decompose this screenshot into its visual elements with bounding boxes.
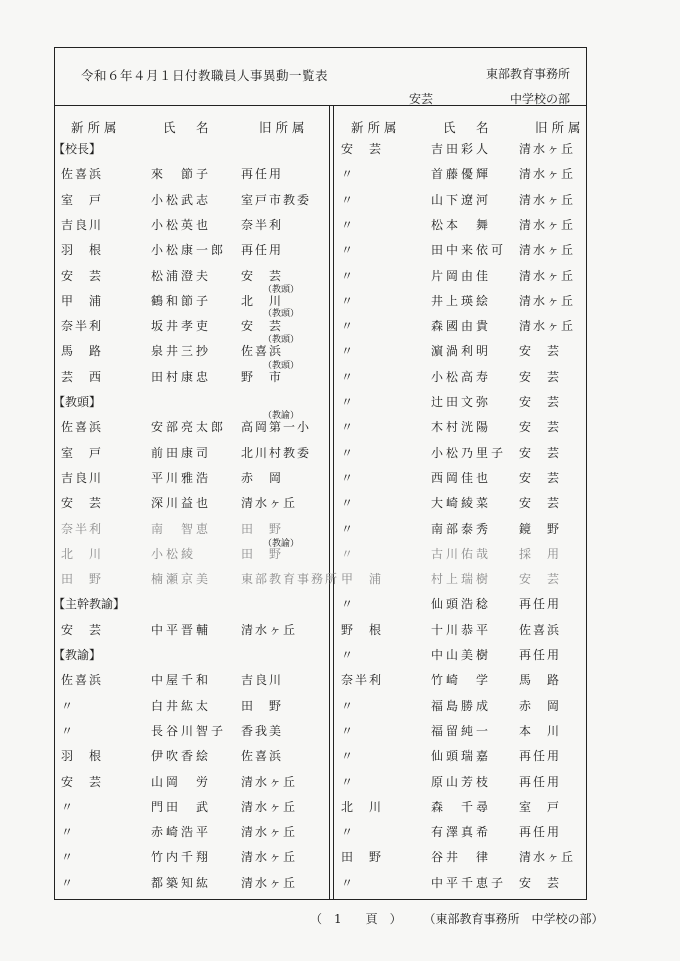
role-note: （教諭） [263,539,300,549]
category-heading: 【教諭】 [53,648,102,662]
column-divider-b [333,105,334,899]
new-school: 〃 [341,522,356,536]
previous-school: 田 野 [241,699,284,713]
person-name: 中平晋輔 [151,623,212,637]
table-row [337,418,607,436]
previous-school: 再任用 [241,243,284,257]
new-school: 〃 [341,547,356,561]
table-row [55,848,325,866]
person-name: 竹崎 学 [431,673,492,687]
person-name: 竹内千翔 [151,850,212,864]
col-header-old-left: 旧所属 [259,120,309,135]
new-school: 〃 [341,471,356,485]
person-name: 中平千恵子 [431,876,507,890]
person-name: 小松乃里子 [431,446,507,460]
footer-label: （東部教育事務所 中学校の部） [423,912,604,926]
previous-school: 佐喜浜 [241,749,284,763]
previous-school: 再任用 [519,749,562,763]
new-school: 羽 根 [61,749,104,763]
person-name: 福島勝成 [431,699,492,713]
person-name: 片岡由佳 [431,269,492,283]
area-label: 安芸 [409,92,434,106]
table-row [55,671,325,689]
person-name: 伊吹香絵 [151,749,212,763]
new-school: 〃 [341,724,356,738]
document-title: 令和６年４月１日付教職員人事異動一覧表 [81,68,329,83]
col-header-new-right: 新所属 [351,120,401,135]
person-name: 村上瑞樹 [431,572,492,586]
previous-school: 安 芸 [519,876,562,890]
page-number: （ 1 頁 ） [310,912,402,926]
category-heading: 【主幹教諭】 [53,597,126,611]
person-name: 田村康忠 [151,370,212,384]
new-school: 安 芸 [61,496,104,510]
person-name: 谷井 律 [431,850,492,864]
table-row [55,444,325,462]
person-name: 西岡佳也 [431,471,492,485]
person-name: 白井紘太 [151,699,212,713]
previous-school: 安 芸 [519,370,562,384]
person-name: 山下遼河 [431,193,492,207]
person-name: 小松康一郎 [151,243,227,257]
table-row [337,494,607,512]
role-note: （教頭） [263,309,300,319]
column-divider-a [329,105,330,899]
table-row [55,823,325,841]
previous-school: 安 芸 [519,572,562,586]
person-name: 小松英也 [151,218,212,232]
table-row [337,241,607,259]
previous-school: 採 用 [519,547,562,561]
table-row [55,494,325,512]
table-row [337,621,607,639]
person-name: 平川雅浩 [151,471,212,485]
person-name: 南部泰秀 [431,522,492,536]
previous-school: 高岡第一小 [241,420,312,434]
new-school: 芸 西 [61,370,104,384]
person-name: 來 節子 [151,167,212,181]
category-heading: 【校長】 [53,142,102,156]
person-name: 森國由貴 [431,319,492,333]
person-name: 南 智恵 [151,522,212,536]
table-row [55,216,325,234]
table-row [337,798,607,816]
person-name: 仙頭瑞嘉 [431,749,492,763]
person-name: 森 千尋 [431,800,492,814]
previous-school: 清水ヶ丘 [241,876,298,890]
previous-school: 安 芸 [519,395,562,409]
previous-school: 清水ヶ丘 [241,825,298,839]
new-school: 〃 [341,395,356,409]
office-name: 東部教育事務所 [485,67,570,81]
previous-school: 安 芸 [519,446,562,460]
person-name: 松浦澄夫 [151,269,212,283]
previous-school: 清水ヶ丘 [519,269,576,283]
previous-school: 佐喜浜 [519,623,562,637]
table-row [55,165,325,183]
person-name: 安部亮太郎 [151,420,227,434]
role-note: （教頭） [263,285,300,295]
person-name: 小松綾 [151,547,197,561]
new-school: 〃 [341,269,356,283]
table-row [55,241,325,259]
new-school: 佐喜浜 [61,420,104,434]
new-school: 〃 [341,825,356,839]
table-row [337,165,607,183]
person-name: 首藤優輝 [431,167,492,181]
previous-school: 本 川 [519,724,562,738]
person-name: 木村洸陽 [431,420,492,434]
person-name: 泉井三抄 [151,344,212,358]
table-row [337,570,607,588]
table-row [55,722,325,740]
person-name: 井上瑛絵 [431,294,492,308]
table-row [337,671,607,689]
new-school: 〃 [61,724,76,738]
previous-school: 田 野 [241,547,284,561]
previous-school: 鏡 野 [519,522,562,536]
new-school: 室 戸 [61,446,104,460]
new-school: 〃 [341,294,356,308]
category-heading: 【教頭】 [53,395,102,409]
role-note: （教頭） [263,361,300,371]
person-name: 楠瀬京美 [151,572,212,586]
table-row [337,140,607,158]
new-school: 〃 [341,420,356,434]
role-note: （教諭） [263,411,300,421]
previous-school: 清水ヶ丘 [519,218,576,232]
table-row [55,621,325,639]
new-school: 安 芸 [61,269,104,283]
previous-school: 東部教育事務所 [241,572,340,586]
new-school: 〃 [341,699,356,713]
previous-school: 室戸市教委 [241,193,312,207]
previous-school: 北 川 [241,294,284,308]
previous-school: 田 野 [241,522,284,536]
table-row [337,646,607,664]
person-name: 福留純一 [431,724,492,738]
table-row [337,545,607,563]
new-school: 馬 路 [61,344,104,358]
table-row [337,874,607,892]
previous-school: 香我美 [241,724,284,738]
previous-school: 清水ヶ丘 [241,800,298,814]
table-row [337,722,607,740]
person-name: 大崎綾菜 [431,496,492,510]
new-school: 〃 [341,167,356,181]
previous-school: 清水ヶ丘 [519,294,576,308]
new-school: 〃 [341,597,356,611]
table-row [55,697,325,715]
person-name: 辻田文弥 [431,395,492,409]
person-name: 赤崎浩平 [151,825,212,839]
table-row [337,747,607,765]
previous-school: 安 芸 [519,471,562,485]
new-school: 〃 [61,850,76,864]
person-name: 有澤真希 [431,825,492,839]
previous-school: 清水ヶ丘 [241,850,298,864]
new-school: 甲 浦 [61,294,104,308]
new-school: 〃 [341,496,356,510]
new-school: 〃 [341,446,356,460]
new-school: 北 川 [341,800,384,814]
table-row [337,267,607,285]
new-school: 〃 [341,218,356,232]
previous-school: 清水ヶ丘 [241,496,298,510]
table-row [55,469,325,487]
table-row [337,848,607,866]
table-row [337,317,607,335]
person-name: 山岡 労 [151,775,212,789]
previous-school: 清水ヶ丘 [241,775,298,789]
previous-school: 清水ヶ丘 [241,623,298,637]
person-name: 十川恭平 [431,623,492,637]
table-row [337,368,607,386]
new-school: 羽 根 [61,243,104,257]
previous-school: 再任用 [519,597,562,611]
new-school: 吉良川 [61,218,104,232]
person-name: 小松武志 [151,193,212,207]
previous-school: 室 戸 [519,800,562,814]
new-school: 奈半利 [341,673,384,687]
table-row [337,216,607,234]
new-school: 〃 [341,193,356,207]
previous-school: 北川村教委 [241,446,312,460]
col-header-name-left: 氏 名 [163,120,213,135]
previous-school: 安 芸 [519,420,562,434]
person-name: 中屋千和 [151,673,212,687]
person-name: 坂井孝吏 [151,319,212,333]
new-school: 〃 [341,648,356,662]
new-school: 〃 [341,344,356,358]
new-school: 田 野 [61,572,104,586]
table-row [337,191,607,209]
new-school: 室 戸 [61,193,104,207]
section-label: 中学校の部 [509,92,570,106]
col-header-name-right: 氏 名 [443,120,493,135]
person-name: 松本 舞 [431,218,492,232]
person-name: 古川佑哉 [431,547,492,561]
person-name: 前田康司 [151,446,212,460]
previous-school: 奈半利 [241,218,284,232]
new-school: 奈半利 [61,319,104,333]
new-school: 〃 [61,876,76,890]
new-school: 北 川 [61,547,104,561]
col-header-new-left: 新所属 [71,120,121,135]
person-name: 深川益也 [151,496,212,510]
table-row [55,798,325,816]
person-name: 仙頭浩稔 [431,597,492,611]
table-row [337,292,607,310]
previous-school: 再任用 [519,825,562,839]
role-note: （教頭） [263,335,300,345]
previous-school: 安 芸 [519,496,562,510]
new-school: 〃 [341,319,356,333]
previous-school: 赤 岡 [519,699,562,713]
previous-school: 赤 岡 [241,471,284,485]
new-school: 〃 [341,749,356,763]
new-school: 甲 浦 [341,572,384,586]
person-name: 小松高寿 [431,370,492,384]
new-school: 〃 [341,775,356,789]
new-school: 野 根 [341,623,384,637]
new-school: 吉良川 [61,471,104,485]
table-row [337,697,607,715]
person-name: 吉田彩人 [431,142,492,156]
person-name: 中山美樹 [431,648,492,662]
table-row [55,747,325,765]
new-school: 佐喜浜 [61,167,104,181]
roster-frame [54,47,587,900]
previous-school: 清水ヶ丘 [519,850,576,864]
person-name: 都築知紘 [151,876,212,890]
table-row [55,570,340,588]
new-school: 〃 [341,243,356,257]
table-row [337,393,607,411]
new-school: 安 芸 [341,142,384,156]
previous-school: 佐喜浜 [241,344,284,358]
col-header-old-right: 旧所属 [535,120,585,135]
previous-school: 清水ヶ丘 [519,142,576,156]
person-name: 長谷川智子 [151,724,227,738]
person-name: 田中来依可 [431,243,507,257]
previous-school: 清水ヶ丘 [519,193,576,207]
table-row [337,595,607,613]
page-footer [310,910,603,927]
table-row [337,773,607,791]
previous-school: 再任用 [241,167,284,181]
previous-school: 馬 路 [519,673,562,687]
new-school: 〃 [341,876,356,890]
table-row [337,342,607,360]
person-name: 原山芳枝 [431,775,492,789]
previous-school: 野 市 [241,370,284,384]
table-row [55,191,325,209]
previous-school: 清水ヶ丘 [519,243,576,257]
new-school: 〃 [61,699,76,713]
table-row [337,823,607,841]
previous-school: 再任用 [519,775,562,789]
previous-school: 吉良川 [241,673,284,687]
new-school: 〃 [341,370,356,384]
person-name: 濵渦利明 [431,344,492,358]
previous-school: 再任用 [519,648,562,662]
new-school: 奈半利 [61,522,104,536]
new-school: 〃 [61,825,76,839]
new-school: 安 芸 [61,623,104,637]
new-school: 佐喜浜 [61,673,104,687]
header-divider [55,105,586,106]
previous-school: 安 芸 [519,344,562,358]
table-row [337,520,607,538]
new-school: 〃 [61,800,76,814]
person-name: 鶴和節子 [151,294,212,308]
new-school: 安 芸 [61,775,104,789]
previous-school: 安 芸 [241,269,284,283]
previous-school: 清水ヶ丘 [519,319,576,333]
previous-school: 安 芸 [241,319,284,333]
table-row [337,444,607,462]
table-row [55,773,325,791]
table-row [337,469,607,487]
table-row [55,874,325,892]
previous-school: 清水ヶ丘 [519,167,576,181]
person-name: 門田 武 [151,800,212,814]
new-school: 田 野 [341,850,384,864]
